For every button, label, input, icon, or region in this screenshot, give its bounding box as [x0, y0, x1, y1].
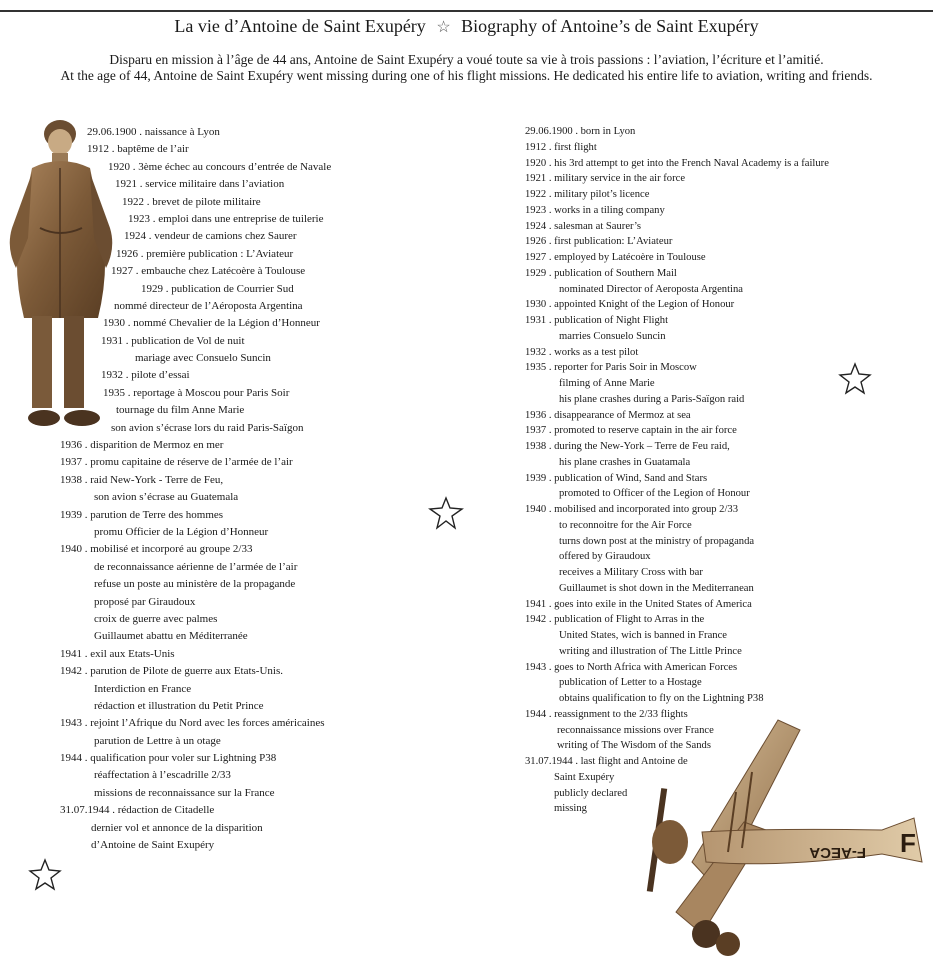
- title-french: La vie d’Antoine de Saint Exupéry: [174, 16, 426, 36]
- star-separator-icon: ☆: [436, 19, 451, 36]
- en-event: nominated Director of Aeroposta Argentina: [559, 283, 743, 295]
- fr-event: son avion s’écrase au Guatemala: [94, 491, 239, 504]
- fr-event: dernier vol et annonce de la disparition: [91, 821, 263, 834]
- fr-event: 1921 . service militaire dans l’aviation: [115, 178, 285, 191]
- en-event: writing and illustration of The Little Prince: [559, 645, 742, 657]
- fr-event: tournage du film Anne Marie: [116, 404, 245, 417]
- en-event: 1927 . employed by Latécoère in Toulouse: [525, 252, 706, 263]
- fr-event: d’Antoine de Saint Exupéry: [91, 839, 215, 852]
- fr-event: 1936 . disparition de Mermoz en mer: [60, 439, 224, 452]
- fr-event: 1944 . qualification pour voler sur Lightning P38: [60, 752, 277, 765]
- en-event: writing of The Wisdom of the Sands: [557, 740, 711, 752]
- en-event: 1941 . goes into exile in the United States of America: [525, 598, 752, 610]
- fr-event: son avion s’écrase lors du raid Paris-Saïgon: [111, 421, 304, 434]
- en-event: 1929 . publication of Southern Mail: [525, 267, 677, 279]
- en-event: Saint Exupéry: [554, 771, 615, 783]
- en-event: 1939 . publication of Wind, Sand and Stars: [525, 472, 708, 484]
- star-outline-icon: [838, 362, 872, 396]
- fr-event: 1927 . embauche chez Latécoère à Toulouse: [111, 265, 306, 278]
- fr-event: 1942 . parution de Pilote de guerre aux Etats-Unis.: [60, 665, 284, 678]
- en-event: 1936 . disappearance of Mermoz at sea: [525, 409, 691, 421]
- title-english: Biography of Antoine’s de Saint Exupéry: [461, 16, 759, 36]
- fr-event: réaffectation à l’escadrille 2/33: [94, 769, 231, 782]
- star-outline-icon: [428, 496, 464, 530]
- en-event: 1944 . reassignment to the 2/33 flights: [525, 708, 688, 720]
- intro-french: Disparu en mission à l’âge de 44 ans, Antoine de Saint Exupéry a voué toute sa vie à trois passions : l’aviation, l’écriture et l’amitié.: [109, 52, 824, 67]
- fr-event: 1937 . promu capitaine de réserve de l’armée de l’air: [60, 456, 293, 469]
- fr-event: 1922 . brevet de pilote militaire: [122, 195, 261, 208]
- fr-event: 1932 . pilote d’essai: [101, 369, 190, 382]
- fr-event: 1930 . nommé Chevalier de la Légion d’Honneur: [103, 317, 320, 330]
- biplane-photo: [632, 712, 930, 958]
- en-event: 1935 . reporter for Paris Soir in Moscow: [525, 362, 697, 374]
- en-event: 1931 . publication of Night Flight: [525, 315, 669, 326]
- en-event: to reconnoitre for the Air Force: [559, 519, 692, 531]
- fr-event: croix de guerre avec palmes: [94, 612, 218, 625]
- plane-tail-letter: F: [900, 828, 916, 858]
- fr-event: 1941 . exil aux Etats-Unis: [60, 647, 175, 660]
- en-event: 31.07.1944 . last flight and Antoine de: [525, 756, 688, 767]
- en-event: 1930 . appointed Knight of the Legion of Honour: [525, 299, 735, 311]
- fr-event: 1923 . emploi dans une entreprise de tuilerie: [128, 212, 324, 225]
- fr-event: mariage avec Consuelo Suncin: [135, 352, 271, 365]
- en-event: reconnaissance missions over France: [557, 724, 714, 736]
- en-event: missing: [554, 803, 587, 815]
- fr-event: proposé par Giraudoux: [94, 595, 196, 608]
- page-title: [0, 16, 933, 37]
- en-event: United States, wich is banned in France: [559, 630, 727, 641]
- fr-event: 1926 . première publication : L’Aviateur: [116, 247, 294, 260]
- fr-event: rédaction et illustration du Petit Prince: [94, 699, 264, 712]
- en-event: 1926 . first publication: L’Aviateur: [525, 236, 673, 248]
- en-event: offered by Giraudoux: [559, 551, 651, 563]
- en-event: 1921 . military service in the air force: [525, 173, 686, 185]
- en-event: promoted to Officer of the Legion of Honour: [559, 488, 750, 500]
- fr-event: 1935 . reportage à Moscou pour Paris Soir: [103, 386, 290, 399]
- fr-event: 1929 . publication de Courrier Sud: [141, 282, 294, 295]
- fr-event: Interdiction en France: [94, 682, 192, 695]
- fr-event: de reconnaissance aérienne de l’armée de l’air: [94, 560, 298, 573]
- en-event: 1912 . first flight: [525, 141, 597, 153]
- en-event: his plane crashes during a Paris-Saïgon raid: [559, 393, 745, 405]
- en-event: 1924 . salesman at Saurer’s: [525, 220, 642, 232]
- plane-registration: F-AECA: [809, 844, 866, 861]
- en-event: obtains qualification to fly on the Lightning P38: [559, 693, 764, 704]
- fr-event: missions de reconnaissance sur la France: [94, 786, 275, 799]
- en-event: 1943 . goes to North Africa with American Forces: [525, 661, 738, 673]
- en-event: marries Consuelo Suncin: [559, 330, 666, 342]
- en-event: filming of Anne Marie: [559, 378, 655, 389]
- top-rule: [0, 10, 933, 12]
- fr-event: 1920 . 3ème échec au concours d’entrée de Navale: [108, 160, 332, 173]
- fr-event: 1912 . baptême de l’air: [87, 143, 189, 156]
- fr-event: Guillaumet abattu en Méditerranée: [94, 630, 248, 643]
- en-event: his plane crashes in Guatamala: [559, 456, 691, 468]
- en-event: publication of Letter to a Hostage: [559, 677, 702, 689]
- fr-event: 1940 . mobilisé et incorporé au groupe 2/33: [60, 543, 253, 556]
- fr-event: 1943 . rejoint l’Afrique du Nord avec les forces américaines: [60, 717, 325, 730]
- fr-event: refuse un poste au ministère de la propagande: [94, 578, 296, 591]
- fr-event: 1931 . publication de Vol de nuit: [101, 334, 245, 347]
- en-event: 1920 . his 3rd attempt to get into the French Naval Academy is a failure: [525, 157, 829, 169]
- intro-english: At the age of 44, Antoine de Saint Exupéry went missing during one of his flight missions. He dedicated his entire life to aviation, writing and friends.: [60, 68, 873, 83]
- en-event: 29.06.1900 . born in Lyon: [525, 126, 636, 137]
- fr-event: parution de Lettre à un otage: [94, 734, 221, 747]
- fr-event: 1924 . vendeur de camions chez Saurer: [124, 230, 297, 243]
- fr-event: 1939 . parution de Terre des hommes: [60, 508, 224, 521]
- en-event: 1922 . military pilot’s licence: [525, 189, 650, 200]
- en-event: receives a Military Cross with bar: [559, 567, 703, 578]
- fr-event: 29.06.1900 . naissance à Lyon: [87, 126, 220, 138]
- en-event: 1937 . promoted to reserve captain in the air force: [525, 425, 737, 437]
- fr-event: nommé directeur de l’Aéroposta Argentina: [114, 299, 303, 312]
- en-event: 1938 . during the New-York – Terre de Feu raid,: [525, 441, 730, 452]
- en-event: 1940 . mobilised and incorporated into group 2/33: [525, 504, 739, 515]
- fr-event: promu Officier de la Légion d’Honneur: [94, 525, 269, 538]
- fr-event: 31.07.1944 . rédaction de Citadelle: [60, 804, 215, 817]
- star-outline-icon: [28, 858, 62, 892]
- en-event: publicly declared: [554, 787, 628, 799]
- en-event: 1932 . works as a test pilot: [525, 346, 639, 358]
- en-event: 1923 . works in a tiling company: [525, 204, 665, 216]
- en-event: turns down post at the ministry of propaganda: [559, 535, 755, 547]
- en-event: 1942 . publication of Flight to Arras in the: [525, 614, 705, 626]
- en-event: Guillaumet is shot down in the Mediterranean: [559, 582, 754, 594]
- fr-event: 1938 . raid New-York - Terre de Feu,: [60, 473, 224, 486]
